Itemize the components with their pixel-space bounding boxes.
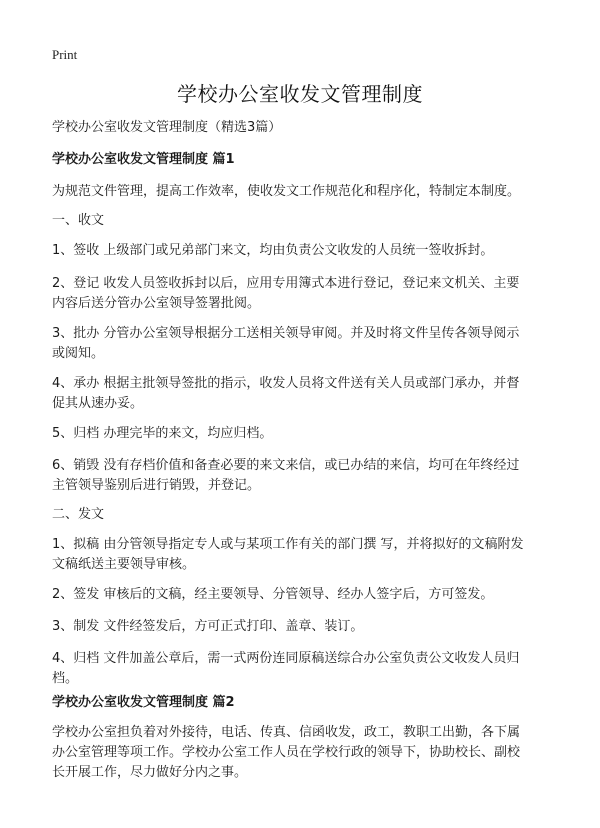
list-item-cont: 或阅知。	[52, 346, 105, 361]
article2-body-line: 长开展工作，尽力做好分内之事。	[52, 765, 248, 780]
list-item: 3、批办 分管办公室领导根据分工送相关领导审阅。并及时将文件呈传各领导阅示	[52, 326, 520, 341]
list-item: 1、拟稿 由分管领导指定专人或与某项工作有关的部门撰 写，并将拟好的文稿附发	[52, 537, 524, 552]
section1-title: 一、收文	[52, 213, 105, 228]
list-item-cont: 主管领导鉴别后进行销毁，并登记。	[52, 478, 261, 493]
list-item-cont: 内容后送分管办公室领导签署批阅。	[52, 296, 261, 311]
article2-heading: 学校办公室收发文管理制度 篇2	[52, 695, 235, 710]
list-item-cont: 文稿纸送主要领导审核。	[52, 557, 196, 572]
list-item: 6、销毁 没有存档价值和备查必要的来文来信，或已办结的来信，均可在年终经过	[52, 458, 520, 473]
list-item: 4、归档 文件加盖公章后，需一式两份连同原稿送综合办公室负责公文收发人员归	[52, 651, 520, 666]
print-label[interactable]: Print	[52, 47, 78, 62]
article1-heading: 学校办公室收发文管理制度 篇1	[52, 152, 235, 167]
doc-subtitle: 学校办公室收发文管理制度（精选3篇）	[52, 120, 282, 135]
list-item: 3、制发 文件经签发后，方可正式打印、盖章、装订。	[52, 619, 364, 634]
list-item: 1、签收 上级部门或兄弟部门来文，均由负责公文收发的人员统一签收拆封。	[52, 243, 494, 258]
article2-body-line: 学校办公室担负着对外接待，电话、传真、信函收发，政工，教职工出勤，各下属	[52, 725, 521, 740]
list-item: 2、签发 审核后的文稿，经主要领导、分管领导、经办人签字后，方可签发。	[52, 587, 494, 602]
list-item: 4、承办 根据主批领导签批的指示，收发人员将文件送有关人员或部门承办，并督	[52, 376, 520, 391]
list-item-cont: 档。	[52, 671, 79, 686]
list-item: 5、归档 办理完毕的来文，均应归档。	[52, 426, 273, 441]
list-item: 2、登记 收发人员签收拆封以后，应用专用簿式本进行登记，登记来文机关、主要	[52, 276, 520, 291]
page-title: 学校办公室收发文管理制度	[177, 82, 423, 106]
article1-intro: 为规范文件管理，提高工作效率，使收发文工作规范化和程序化，特制定本制度。	[52, 184, 521, 199]
article2-body-line: 办公室管理等项工作。学校办公室工作人员在学校行政的领导下，协助校长、副校	[52, 745, 521, 760]
section2-title: 二、发文	[52, 507, 105, 522]
list-item-cont: 促其从速办妥。	[52, 396, 144, 411]
